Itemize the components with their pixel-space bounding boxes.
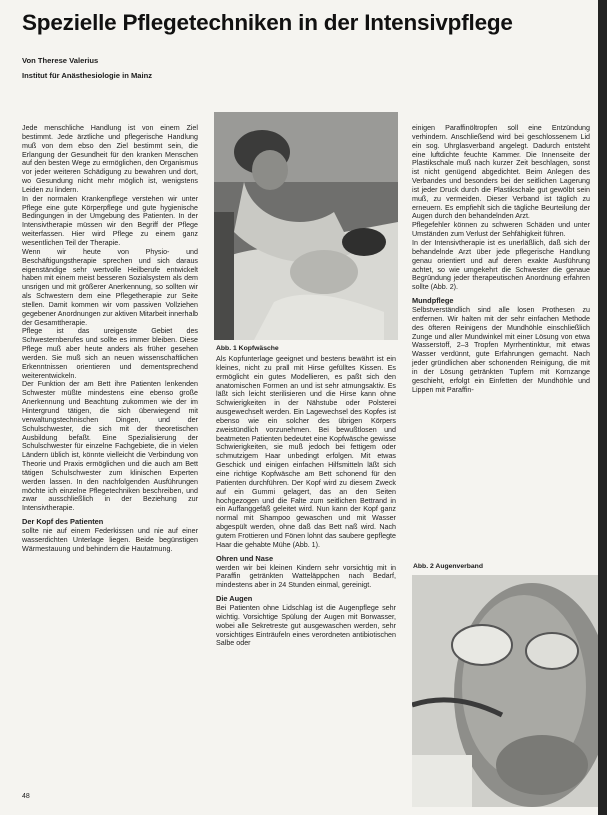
page-number: 48 xyxy=(22,793,30,800)
article-institute: Institut für Anästhesiologie in Mainz xyxy=(22,71,153,80)
paragraph: Als Kopfunterlage geeignet und bestens bewährt ist ein kleines, nicht zu prall mit Hirse gefülltes Kissen. Es ermöglicht ein gutes Modellieren, es paßt sich den anatomischen Formen an und ist sehr atmungsaktiv. Es läßt sich leicht sterilisieren und die Hirse kann ohne Schwierigkeiten in der Nähstube oder Polsterei ausgewechselt werden. Ein Lagewechsel des Kopfes ist ebenso wie ein solcher des übrigen Körpers zweistündlich vorzunehmen. Bei bewußtlosen und beatmeten Patienten bedeutet eine Kopfwäsche gewisse Schwierigkeiten, sie muß jedoch bei fettigem oder schmutzigem Haar unbedingt erfolgen. Mit etwas Geschick und einigen einfachen Hilfsmitteln läßt sich eine richtige Kopfwäsche am Bett schonend für den Patienten durchführen. Der Kopf wird zu diesem Zweck auf ein Gummi gelagert, das an den Seiten hochgezogen und die Falte zum seitlichen Bettrand in ein Auffanggefäß geleitet wird. Nun kann der Kopf ganz normal mit Shampoo gewaschen und mit Wasser abgespült werden, ohne daß das Bett naß wird. Nach gutem Frottieren und Fönen lohnt das saubere gepflegte Haar die gehabte Mühe (Abb. 1). xyxy=(216,355,396,549)
paragraph: Pflege ist das ureigenste Gebiet des Schwesternberufes und sollte es immer bleiben. Diese Pflege muß aber heute anders als früher gesehen werden. Sie muß sich an neuen wissenschaftlichen Erkenntnissen orientieren und dementsprechend weiterentwickeln. xyxy=(22,327,198,380)
section-heading-ohren-nase: Ohren und Nase xyxy=(216,553,274,563)
paragraph: Pflegefehler können zu schweren Schäden und unter Umständen zum Verlust der Sehfähigkeit führen. xyxy=(412,221,590,239)
figure-caption-2: Abb. 2 Augenverband xyxy=(413,563,483,570)
paragraph: Bei Patienten ohne Lidschlag ist die Augenpflege sehr wichtig. Vorsichtige Spülung der Augen mit Borwasser, wobei alle Sekretreste gut ausgewaschen werden, sehr vorsichtiges Einträufeln eines verordneten antibiotischen Salbe oder xyxy=(216,604,396,648)
figure-caption-1: Abb. 1 Kopfwäsche xyxy=(216,345,279,352)
article-title: Spezielle Pflegetechniken in der Intensivpflege xyxy=(22,10,513,35)
paragraph: werden wir bei kleinen Kindern sehr vorsichtig mit in Paraffin getränkten Watteläppchen nach Bedarf, mindestens aber in 24 Stunden einmal, gereinigt. xyxy=(216,563,396,590)
text-column-3 xyxy=(412,124,590,394)
article-author: Von Therese Valerius xyxy=(22,56,99,65)
section-heading-augen: Die Augen xyxy=(216,594,253,604)
photo-kopfwaesche xyxy=(214,112,398,340)
paragraph: In der Intensivtherapie ist es unerläßlich, daß sich der behandelnde Arzt über jede pflegerische Handlung genau orientiert und auf deren exakte Ausführung achtet, so wie umgekehrt die Schwester die genaue Begründung jeder therapeutischen Anordnung erfahren sollte (Abb. 2). xyxy=(412,238,590,292)
paragraph: sollte nie auf einem Federkissen und nie auf einer wasserdichten Unterlage liegen. Beide begünstigen Wärmestauung und behindern die Hautatmung. xyxy=(22,527,198,553)
paragraph: einigen Paraffinöltropfen soll eine Entzündung verhindern. Anschließend wird bei geschlossenem Lid ein sog. Uhrglasverband angelegt. Dadurch entsteht eine luftdichte feuchte Kammer. Die Innenseite der Plastikschale muß nach kurzer Zeit beschlagen, sonst ist nicht genügend abgedichtet. Beim Anlegen des Verbandes und besonders bei der seitlichen Lagerung ist jeder Druck durch die Plastikschale gut gewölbt sein muß, zu vermeiden. Dieser Verband ist täglich zu erneuern. Es empfiehlt sich die tägliche Beurteilung der Augen durch den behandelnden Arzt. xyxy=(412,124,590,221)
paragraph: Der Funktion der am Bett ihre Patienten lenkenden Schwester müßte mindestens eine ebenso große Anerkennung und Beachtung zukommen wie der im Hintergrund tätigen, die sich überwiegend mit verwaltungstechnischen Dingen, und der Schulschwester, die sich mit der theoretischen Ausbildung befaßt. Eine Spezialisierung der Schulschwester für einzelne Fachgebiete, die in vielen Ländern üblich ist, könnte vielleicht die Verbindung von Theorie und Praxis ermöglichen und die auch am Bett tätigen Schulschwester zum klinischen Experten werden lassen. In den nachfolgenden Ausführungen möchte ich einzelne Pflegetechniken beschreiben, und zwar ausschließlich in der Beziehung zur Intensivtherapie. xyxy=(22,380,198,513)
paragraph: In der normalen Krankenpflege verstehen wir unter Pflege eine gute Körperpflege und gute hygienische Bedingungen in der Umgebung des Patienten. In der Intensivtherapie müssen wir den Begriff der Pflege weiterfassen. Hier wird Pflege zu einem ganz wesentlichen Teil der Therapie. xyxy=(22,194,198,247)
paragraph: Jede menschliche Handlung ist von einem Ziel bestimmt. Jede ärztliche und pflegerische Handlung muß von dem ebso den Ziel bestimmt sein, die Erlangung der Gesundheit für den kranken Menschen auf den besten Wege zu ermöglichen, den Organismus vor jeder weiteren Schädigung zu bewahren und dort, wo Gesundung nicht mehr möglich ist, wenigstens Leiden zu lindern. xyxy=(22,124,198,194)
paragraph: Selbstverständlich sind alle losen Prothesen zu entfernen. Wir halten mit der sehr einfachen Methode des öfteren Reinigens der Mundhöhle einschließlich Zunge und aller Mundwinkel mit einer Lösung von etwa Wasserstoff, 2–3 Tropfen Myrrhentinktur, mit etwas Wasser verdünnt, gute Erfahrungen gemacht. Nach jeder gründlichen aber schonenden Reinigung, die mit in der Lösung getränkten Tupfern mit Kornzange geschieht, erfolgt ein Einfetten der Mundhöhle und Lippen mit Paraffin- xyxy=(412,306,590,394)
text-column-1 xyxy=(22,124,198,554)
section-heading-mundpflege: Mundpflege xyxy=(412,296,454,306)
photo-kopfwaesche-image xyxy=(214,112,398,340)
page-edge-strip xyxy=(598,0,607,815)
photo-augenverband-image xyxy=(412,575,598,807)
text-column-2 xyxy=(216,355,396,648)
photo-augenverband xyxy=(412,575,598,807)
paragraph: Wenn wir heute von Physio- und Beschäftigungstherapie sprechen und sich daraus eigenständige sehr wertvolle Heilberufe entwickelt haben mit einem meist besseren Sozialsystem als dem unsrigen und mit größerer Anerkennung, so sollten wir als Schwestern dem eine Pflegetherapie zur Seite stellen. Damit kommen wir vom passiven Vollziehen gegebener Anordnungen zur aktiven Mitarbeit innerhalb der Gesamttherapie. xyxy=(22,247,198,327)
section-heading-kopf: Der Kopf des Patienten xyxy=(22,517,104,527)
